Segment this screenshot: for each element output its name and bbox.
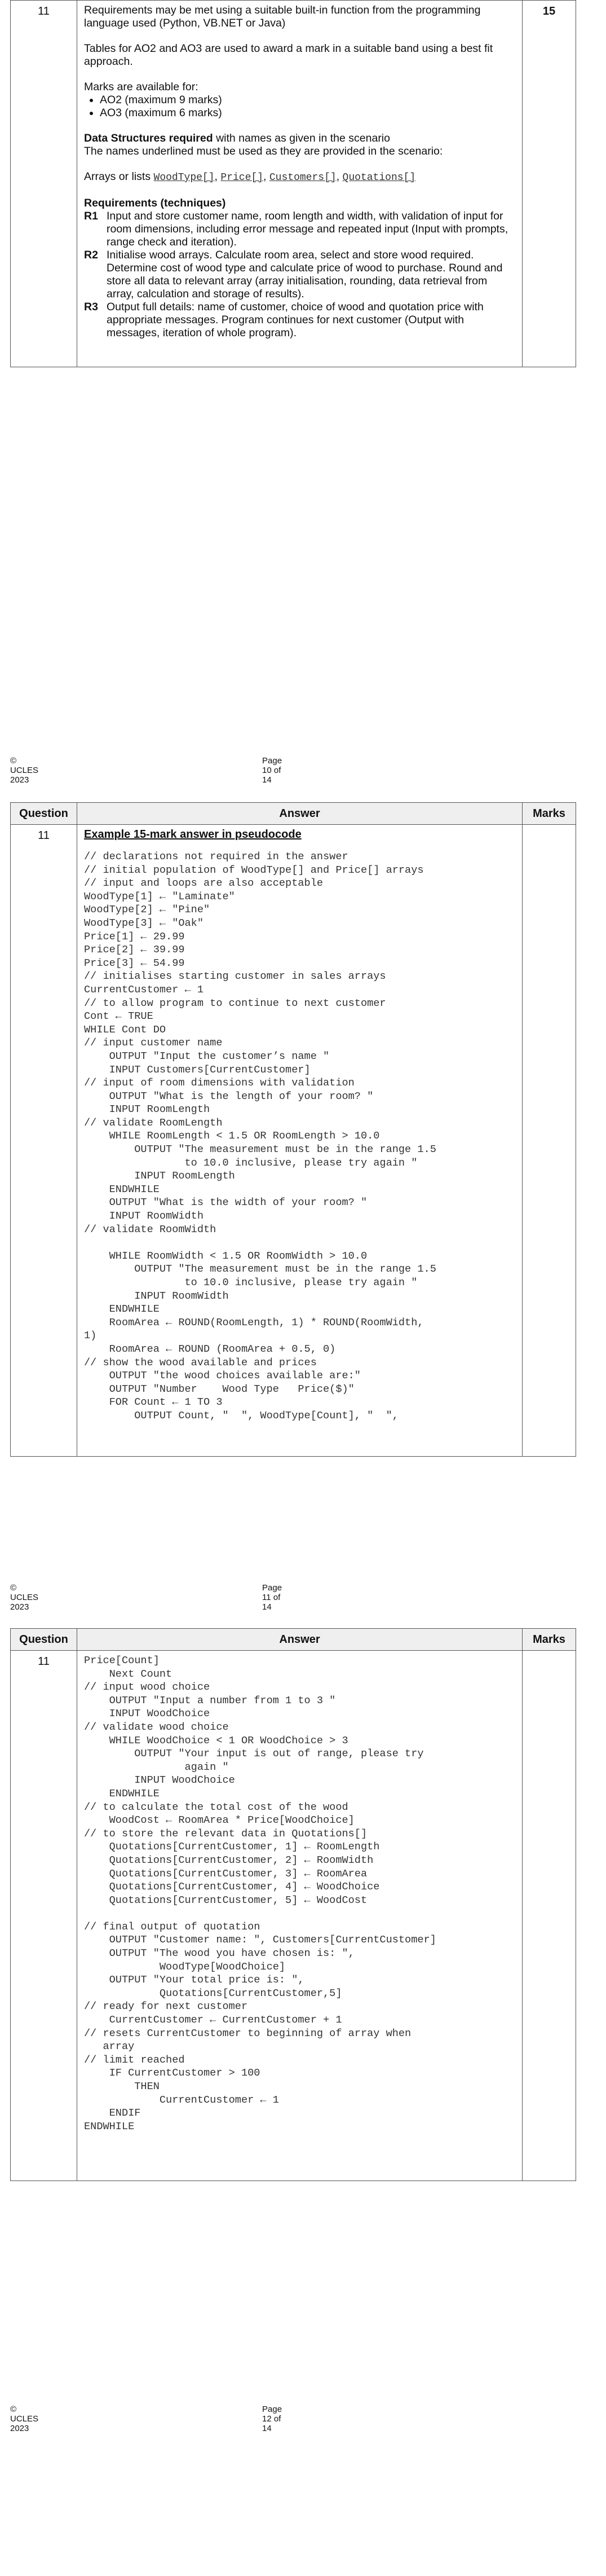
marks-cell: 15: [523, 1, 576, 367]
bullet-ao2: • AO2 (maximum 9 marks): [100, 94, 515, 107]
pseudocode-block: Price[Count] Next Count // input wood choice OUTPUT "Input a number from 1 to 3 " INPUT WoodChoice // validate wood choice WHILE WoodChoice < 1 OR WoodChoice > 3 OUTPUT "Your input is out of range, please try again " INPUT WoodChoice ENDWHILE // to calculate the total cost of the wood WoodCost ← RoomArea * Price[WoodChoice] // to store the relevant data in Quotations[] Quotations[CurrentCustomer, 1] ← RoomLength Quotations[CurrentCustomer, 2] ← RoomWidth Quotations[CurrentCustomer, 3] ← RoomArea Quotations[CurrentCustomer, 4] ← WoodChoice Quotations[CurrentCustomer, 5] ← WoodCost // final output of quotation OUTPUT "Customer name: ", Customers[CurrentCustomer] OUTPUT "The wood you have chosen is: ", WoodType[WoodChoice] OUTPUT "Your total price is: ", Quotations[CurrentCustomer,5] // ready for next customer CurrentCustomer ← CurrentCustomer + 1 // resets CurrentCustomer to beginning of array when array // limit reached IF CurrentCustomer > 100 THEN CurrentCustomer ← 1 ENDIF ENDWHILE: [84, 1655, 436, 2133]
copyright: © UCLES 2023: [10, 1583, 39, 1612]
marks-available-label: Marks are available for:: [84, 81, 198, 93]
array-price: Price[]: [220, 172, 264, 183]
header-answer: Answer: [77, 1629, 523, 1651]
array-customers: Customers[]: [269, 172, 337, 183]
data-structures-heading: Data Structures required with names as given in the scenario: [84, 132, 390, 144]
pseudocode-block: // declarations not required in the answer // initial population of WoodType[] and Price[] arrays // input and loops are also acceptable WoodType[1] ← "Laminate" WoodType[2] ← "Pine" WoodType[3] ← "Oak" Price[1] ← 29.99 Price[2] ← 39.99 Price[3] ← 54.99 // initialises starting customer in sales arrays CurrentCustomer ← 1 // to allow program to continue to next customer Cont ← TRUE WHILE Cont DO // input customer name OUTPUT "Input the customer’s name " INPUT Customers[CurrentCustomer] // input of room dimensions with validation OUTPUT "What is the length of your room? " INPUT RoomLength // validate RoomLength WHILE RoomLength < 1.5 OR RoomLength > 10.0 OUTPUT "The measurement must be in the range 1.5 to 10.0 inclusive, please try again " INPUT RoomLength ENDWHILE OUTPUT "What is the width of your room? " INPUT RoomWidth // validate RoomWidth WHILE RoomWidth < 1.5 OR RoomWidth > 10.0 OUTPUT "The measurement must be in the range 1.5 to 10.0 inclusive, please try again " INPUT RoomWidth ENDWHILE RoomArea ← ROUND(RoomLength, 1) * ROUND(RoomWidth, 1) RoomArea ← ROUND (RoomArea + 0.5, 0) // show the wood available and prices OUTPUT "the wood choices available are:" OUTPUT "Number Wood Type Price($)" FOR Count ← 1 TO 3 OUTPUT Count, " ", WoodType[Count], " ",: [84, 851, 436, 1422]
header-question: Question: [11, 803, 77, 825]
question-number: 11: [11, 1651, 77, 2181]
mark-scheme-table-page10: [10, 0, 576, 367]
header-answer: Answer: [77, 803, 523, 825]
example-title: Example 15-mark answer in pseudocode: [84, 828, 302, 841]
page-number: Page 10 of 14: [262, 756, 282, 785]
answer-cell: [77, 825, 523, 1457]
copyright: © UCLES 2023: [10, 2404, 39, 2433]
question-number: 11: [11, 825, 77, 1457]
array-woodtype: WoodType[]: [153, 172, 215, 183]
requirements-heading: Requirements (techniques): [84, 197, 226, 209]
copyright: © UCLES 2023: [10, 756, 39, 785]
data-structures-note: The names underlined must be used as they are provided in the scenario:: [84, 145, 443, 157]
header-marks: Marks: [523, 1629, 576, 1651]
arrays-line: Arrays or lists WoodType[], Price[], Customers[], Quotations[]: [84, 170, 416, 183]
mark-scheme-table-page12: [10, 1628, 576, 2181]
marks-bullet-list: [84, 94, 515, 120]
page-number: Page 11 of 14: [262, 1583, 282, 1612]
page-number: Page 12 of 14: [262, 2404, 282, 2433]
intro-text: Requirements may be met using a suitable built-in function from the programming language used (Python, VB.NET or Java): [84, 4, 481, 29]
requirement-r1: R1 Input and store customer name, room length and width, with validation of input for room dimensions, including error message and repeated input (Input with prompts, range check and iteration).: [84, 210, 508, 248]
header-marks: Marks: [523, 803, 576, 825]
answer-cell: [77, 1, 523, 367]
marks-cell: [523, 1651, 576, 2181]
header-question: Question: [11, 1629, 77, 1651]
requirement-r2: R2 Initialise wood arrays. Calculate room area, select and store wood required. Determine cost of wood type and calculate price of wood to purchase. Round and store all data to relevant array (array initialisation, rounding, data retrieval from array, calculation and storage of results).: [84, 249, 503, 300]
mark-scheme-table-page11: [10, 802, 576, 1457]
bullet-ao3: • AO3 (maximum 6 marks): [100, 107, 515, 120]
answer-cell: [77, 1651, 523, 2181]
array-quotations: Quotations[]: [342, 172, 416, 183]
question-number: 11: [11, 1, 77, 367]
requirement-r3: R3 Output full details: name of customer, choice of wood and quotation price with appropriate messages. Program continues for next customer (Output with messages, iteration of whole program).: [84, 301, 484, 339]
tables-note: Tables for AO2 and AO3 are used to award a mark in a suitable band using a best fit approach.: [84, 42, 493, 68]
marks-cell: [523, 825, 576, 1457]
